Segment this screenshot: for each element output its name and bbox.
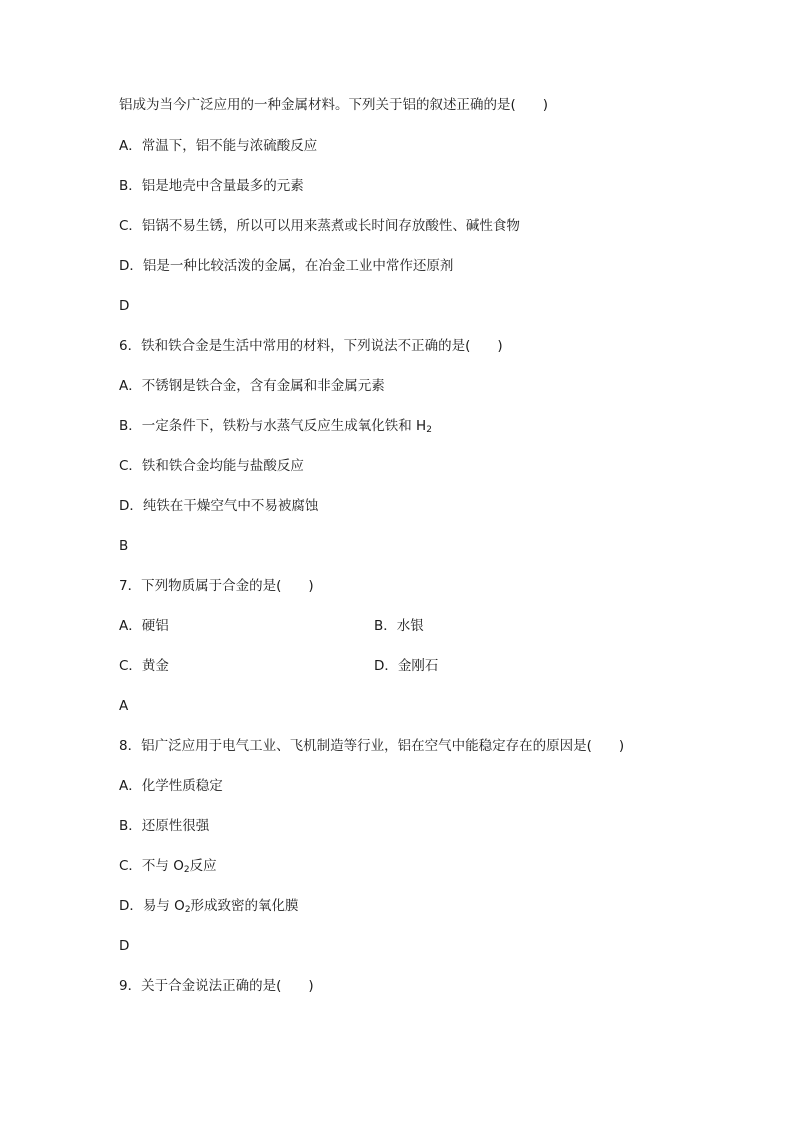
question-8-answer: D: [119, 938, 130, 954]
question-5-option-d: D．铝是一种比较活泼的金属，在冶金工业中常作还原剂: [119, 258, 454, 274]
question-5-option-b: B．铝是地壳中含量最多的元素: [119, 178, 304, 194]
question-8-option-d-suffix: 形成致密的氧化膜: [190, 898, 299, 914]
subscript-2: 2: [184, 905, 191, 915]
question-6-option-d: D．纯铁在干燥空气中不易被腐蚀: [119, 498, 319, 514]
question-5-option-c: C．铝锅不易生锈，所以可以用来蒸煮或长时间存放酸性、碱性食物: [119, 218, 520, 234]
question-5-stem: 铝成为当今广泛应用的一种金属材料。下列关于铝的叙述正确的是( ): [119, 97, 549, 113]
question-6-option-c: C．铁和铁合金均能与盐酸反应: [119, 458, 304, 474]
question-5-answer: D: [119, 298, 130, 314]
question-8-option-d: [119, 896, 299, 916]
question-7-option-d: D．金刚石: [374, 658, 439, 674]
question-8-option-c: [119, 856, 217, 876]
question-7-stem: 7．下列物质属于合金的是( ): [119, 578, 314, 594]
question-8-option-c-text: C．不与 O: [119, 858, 184, 874]
subscript-2: 2: [426, 425, 432, 435]
question-6-answer: B: [119, 538, 129, 554]
question-8-option-b: B．还原性很强: [119, 818, 210, 834]
question-5-option-a: A．常温下，铝不能与浓硫酸反应: [119, 138, 318, 154]
question-6-option-b-text: B．一定条件下，铁粉与水蒸气反应生成氧化铁和 H: [119, 418, 427, 434]
question-9-stem: 9．关于合金说法正确的是( ): [119, 978, 314, 994]
question-6-option-b: [119, 416, 432, 436]
question-8-option-d-text: D．易与 O: [119, 898, 185, 914]
question-8-option-a: A．化学性质稳定: [119, 778, 223, 794]
question-7-option-c: C．黄金: [119, 658, 169, 674]
question-7-answer: A: [119, 698, 129, 714]
question-6-option-a: A．不锈钢是铁合金，含有金属和非金属元素: [119, 378, 385, 394]
question-7-option-a: A．硬铝: [119, 618, 169, 634]
question-6-stem: 6．铁和铁合金是生活中常用的材料，下列说法不正确的是( ): [119, 338, 503, 354]
question-7-option-b: B．水银: [374, 618, 424, 634]
question-8-option-c-suffix: 反应: [189, 858, 217, 874]
subscript-2: 2: [183, 865, 190, 875]
question-8-stem: 8．铝广泛应用于电气工业、飞机制造等行业，铝在空气中能稳定存在的原因是( ): [119, 738, 625, 754]
